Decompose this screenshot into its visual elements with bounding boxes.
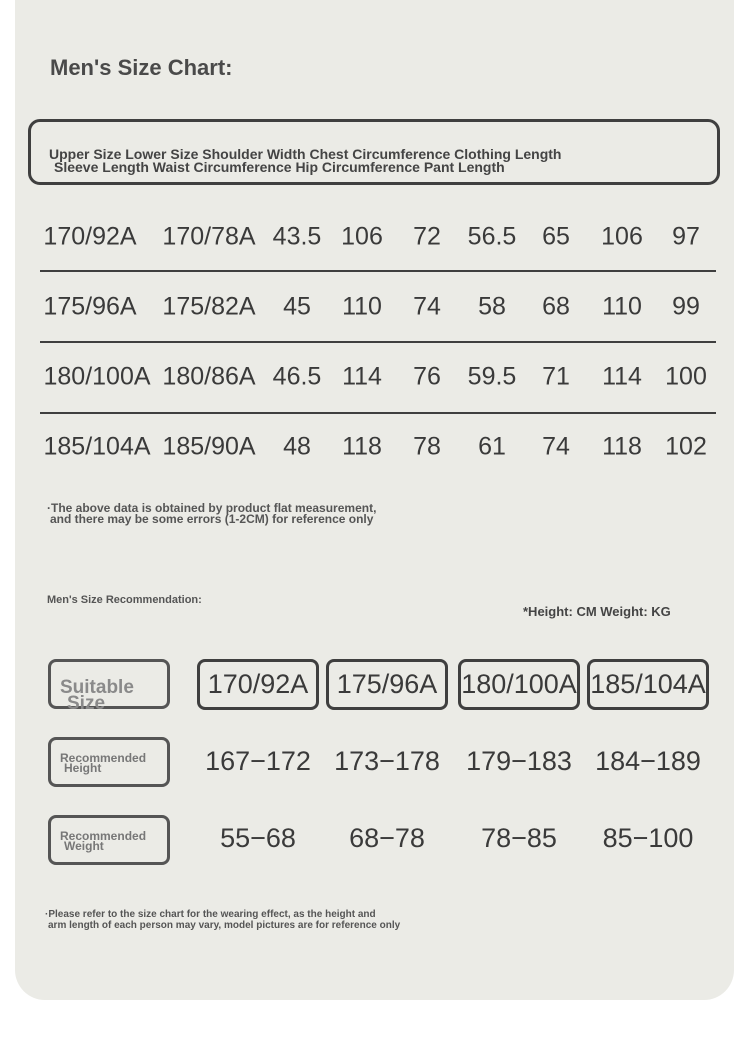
units-note: *Height: CM Weight: KG	[523, 604, 671, 619]
size-option: 180/100A	[458, 659, 580, 710]
note-line-2: arm length of each person may vary, model pictures are for reference only	[48, 920, 401, 931]
height-range: 167−172	[205, 746, 311, 776]
clothing-length-cell: 72	[413, 222, 441, 251]
recommended-height-label: Recommended Height	[48, 737, 170, 787]
pant-length-cell: 102	[665, 432, 707, 461]
recommendation-title: Men's Size Recommendation:	[47, 594, 202, 606]
recommended-weight-label: Recommended Weight	[48, 815, 170, 865]
height-range: 173−178	[334, 746, 440, 776]
waist-cell: 65	[542, 222, 570, 251]
weight-range: 78−85	[481, 823, 557, 853]
upper-size-cell: 170/92A	[43, 222, 137, 251]
chest-cell: 114	[342, 362, 382, 391]
note-line-1: ·Please refer to the size chart for the wearing effect, as the height and	[45, 909, 376, 920]
height-range: 184−189	[595, 746, 701, 776]
clothing-length-cell: 78	[413, 432, 441, 461]
size-option: 170/92A	[197, 659, 319, 710]
measurement-note	[47, 503, 376, 525]
sleeve-length-cell: 59.5	[467, 362, 517, 391]
pant-length-cell: 97	[672, 222, 700, 251]
lower-size-cell: 180/86A	[162, 362, 256, 391]
table-row	[40, 342, 716, 412]
waist-cell: 71	[542, 362, 570, 391]
pant-length-cell: 100	[665, 362, 707, 391]
shoulder-width-cell: 45	[283, 292, 311, 321]
sleeve-length-cell: 58	[478, 292, 506, 321]
table-row	[40, 202, 716, 272]
suitable-size-label: Suitable Size	[48, 659, 170, 709]
lower-size-cell: 170/78A	[162, 222, 256, 251]
header-line-1: Upper Size Lower Size Shoulder Width Chest Circumference Clothing Length	[49, 146, 562, 162]
waist-cell: 68	[542, 292, 570, 321]
pant-length-cell: 99	[672, 292, 700, 321]
weight-range: 68−78	[349, 823, 425, 853]
size-option: 185/104A	[587, 659, 709, 710]
shoulder-width-cell: 48	[283, 432, 311, 461]
height-range: 179−183	[466, 746, 572, 776]
sleeve-length-cell: 61	[478, 432, 506, 461]
hip-cell: 114	[602, 362, 642, 391]
waist-cell: 74	[542, 432, 570, 461]
upper-size-cell: 175/96A	[43, 292, 137, 321]
size-option: 175/96A	[326, 659, 448, 710]
lower-size-cell: 185/90A	[162, 432, 256, 461]
shoulder-width-cell: 46.5	[272, 362, 322, 391]
upper-size-cell: 185/104A	[43, 432, 151, 461]
chest-cell: 110	[342, 292, 382, 321]
hip-cell: 118	[602, 432, 642, 461]
hip-cell: 106	[601, 222, 643, 251]
lower-size-cell: 175/82A	[162, 292, 256, 321]
page-title: Men's Size Chart:	[50, 55, 233, 80]
chest-cell: 106	[341, 222, 383, 251]
weight-range: 55−68	[220, 823, 296, 853]
note-line-2: and there may be some errors (1-2CM) for reference only	[50, 512, 374, 526]
clothing-length-cell: 76	[413, 362, 441, 391]
hip-cell: 110	[602, 292, 642, 321]
wearing-effect-note	[45, 909, 400, 931]
clothing-length-cell: 74	[413, 292, 441, 321]
weight-range: 85−100	[602, 823, 694, 853]
shoulder-width-cell: 43.5	[272, 222, 322, 251]
header-line-2: Sleeve Length Waist Circumference Hip Circumference Pant Length	[54, 159, 505, 175]
sleeve-length-cell: 56.5	[467, 222, 517, 251]
note-line-1: ·The above data is obtained by product flat measurement,	[47, 501, 377, 515]
upper-size-cell: 180/100A	[43, 362, 151, 391]
table-row	[40, 272, 716, 342]
table-row	[40, 412, 716, 482]
chest-cell: 118	[342, 432, 382, 461]
table-header	[28, 119, 720, 185]
